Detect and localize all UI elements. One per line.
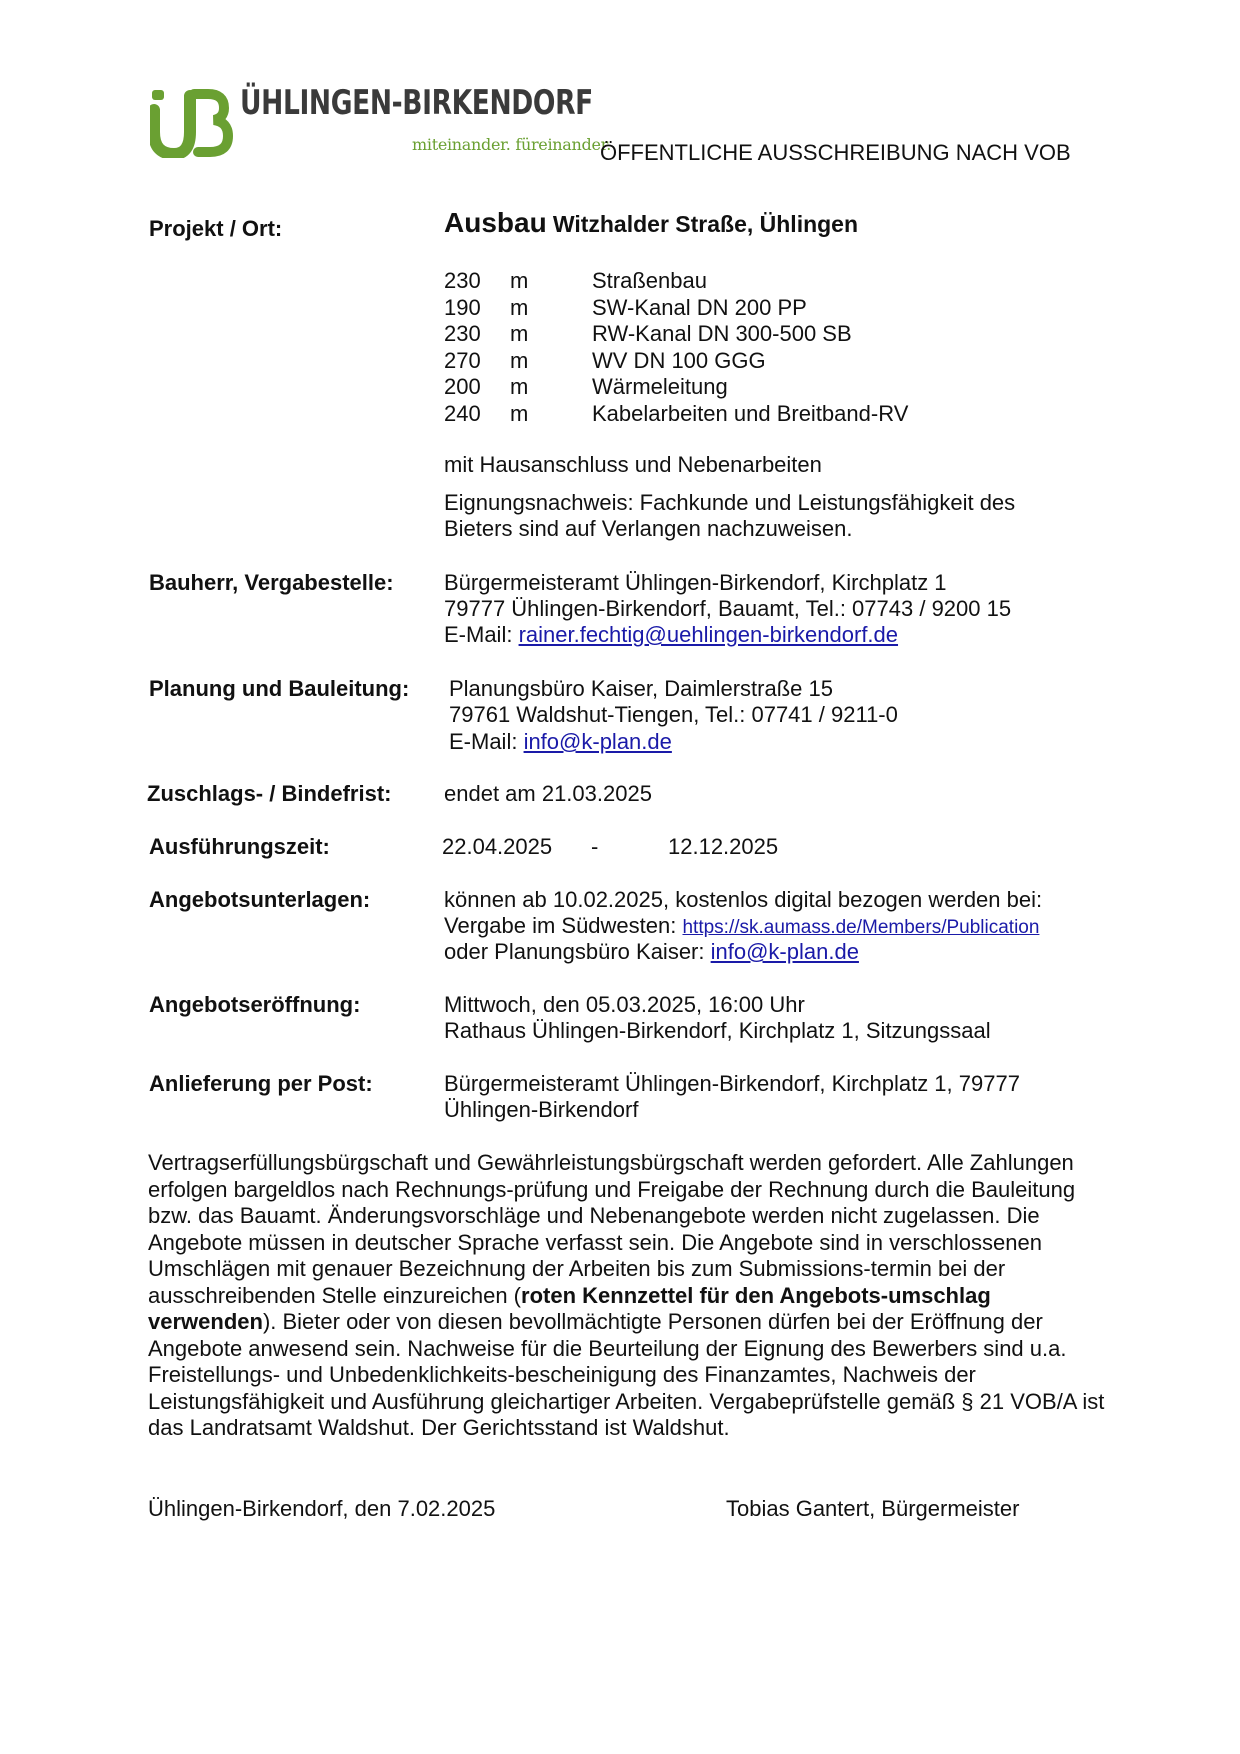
- bauherr-email-row: E-Mail: rainer.fechtig@uehlingen-birkendorf.de: [444, 622, 899, 647]
- bauherr-line-1: Bürgermeisteramt Ühlingen-Birkendorf, Kirchplatz 1: [444, 570, 947, 595]
- place-date: Ühlingen-Birkendorf, den 7.02.2025: [148, 1496, 496, 1521]
- quantity-list: [444, 268, 1044, 428]
- list-item: 190 m SW-Kanal DN 200 PP: [444, 294, 807, 320]
- list-item: 240 m Kabelarbeiten und Breitband-RV: [444, 400, 909, 426]
- eroeffnung-line-1: Mittwoch, den 05.03.2025, 16:00 Uhr: [444, 992, 805, 1017]
- list-item: 230 m Straßenbau: [444, 268, 707, 293]
- unterlagen-label: Angebotsunterlagen:: [149, 887, 371, 912]
- planung-line-2: 79761 Waldshut-Tiengen, Tel.: 07741 / 9211-0: [449, 702, 898, 727]
- project-extra: mit Hausanschluss und Nebenarbeiten: [444, 452, 822, 477]
- planung-line-1: Planungsbüro Kaiser, Daimlerstraße 15: [449, 676, 833, 701]
- ausfuehrung-label: Ausführungszeit:: [149, 834, 330, 859]
- ausfuehrung-from: 22.04.2025: [442, 834, 553, 859]
- signature-line: Tobias Gantert, Bürgermeister: [726, 1496, 1020, 1521]
- anlieferung-line-1: Bürgermeisteramt Ühlingen-Birkendorf, Kirchplatz 1, 79777: [444, 1071, 1020, 1096]
- unterlagen-line-3: oder Planungsbüro Kaiser: info@k-plan.de: [444, 939, 859, 964]
- project-title-rest: Witzhalder Straße, Ühlingen: [552, 211, 859, 237]
- bauherr-line-2: 79777 Ühlingen-Birkendorf, Bauamt, Tel.: 07743 / 9200 15: [444, 596, 1012, 621]
- ausfuehrung-dash: -: [591, 834, 599, 859]
- planung-email-row: E-Mail: info@k-plan.de: [449, 729, 672, 754]
- list-item: 200 m Wärmeleitung: [444, 374, 728, 399]
- unterlagen-line-1: können ab 10.02.2025, kostenlos digital bezogen werden bei:: [444, 887, 1043, 912]
- bauherr-email-link[interactable]: rainer.fechtig@uehlingen-birkendorf.de: [518, 622, 899, 647]
- project-title-main: Ausbau: [444, 207, 547, 238]
- anlieferung-label: Anlieferung per Post:: [149, 1071, 373, 1096]
- ausfuehrung-to: 12.12.2025: [668, 834, 779, 859]
- vergabe-portal-link[interactable]: https://sk.aumass.de/Members/Publication: [682, 917, 1040, 938]
- bauherr-label: Bauherr, Vergabestelle:: [149, 570, 394, 595]
- project-title: [444, 207, 859, 239]
- logo-wordmark: ÜHLINGEN-BIRKENDORF: [240, 83, 593, 123]
- body-paragraph: Vertragserfüllungsbürgschaft und Gewährleistungsbürgschaft werden gefordert. Alle Zahlungen erfolgen bargeldlos nach Rechnungs-prüfung und Freigabe der Rechnung durch die Bauleitung bzw. das Bauamt. Änderungsvorschläge und Nebenangebote werden nicht zugelassen. Die Angebote müssen in deutscher Sprache verfasst sein. Die Angebote sind in verschlossenen Umschlägen mit genauer Bezeichnung der Arbeiten bis zum Submissions-termin bei der ausschreibenden Stelle einzureichen (roten Kennzettel für den Angebots-umschlag verwenden). Bieter oder von diesen bevollmächtigte Personen dürfen bei der Eröffnung der Angebote anwesend sein. Nachweise für die Beurteilung der Eignung des Bewerbers sind u.a. Freistellungs- und Unbedenklichkeits-bescheinigung des Finanzamtes, Nachweis der Leistungsfähigkeit und Ausführung gleichartiger Arbeiten. Vergabeprüfstelle gemäß § 21 VOB/A ist das Landratsamt Waldshut. Der Gerichtsstand ist Waldshut.: [148, 1150, 1105, 1440]
- eroeffnung-line-2: Rathaus Ühlingen-Birkendorf, Kirchplatz 1, Sitzungssaal: [444, 1018, 991, 1043]
- planung-label: Planung und Bauleitung:: [149, 676, 410, 701]
- document-heading: ÖFFENTLICHE AUSSCHREIBUNG NACH VOB: [600, 140, 1071, 165]
- planung-email-link[interactable]: info@k-plan.de: [523, 729, 672, 754]
- logo: [150, 83, 612, 166]
- list-item: 230 m RW-Kanal DN 300-500 SB: [444, 321, 852, 346]
- list-item: 270 m WV DN 100 GGG: [444, 347, 766, 373]
- zuschlag-label: Zuschlags- / Bindefrist:: [147, 781, 392, 806]
- eroeffnung-label: Angebotseröffnung:: [149, 992, 361, 1017]
- eignung-line-2: Bieters sind auf Verlangen nachzuweisen.: [444, 516, 853, 541]
- logo-tagline: miteinander. füreinander.: [412, 135, 612, 154]
- kaiser-email-link[interactable]: info@k-plan.de: [710, 939, 859, 964]
- logo-mark-icon: [150, 86, 234, 158]
- anlieferung-line-2: Ühlingen-Birkendorf: [444, 1097, 639, 1122]
- unterlagen-line-2: Vergabe im Südwesten: https://sk.aumass.de/Members/Publication: [444, 913, 1040, 938]
- zuschlag-value: endet am 21.03.2025: [444, 781, 652, 806]
- projekt-label: Projekt / Ort:: [149, 216, 283, 241]
- body-bold-note: roten Kennzettel für den Angebots-umschlag verwenden: [148, 1282, 991, 1334]
- eignung-line-1: Eignungsnachweis: Fachkunde und Leistungsfähigkeit des: [444, 490, 1016, 515]
